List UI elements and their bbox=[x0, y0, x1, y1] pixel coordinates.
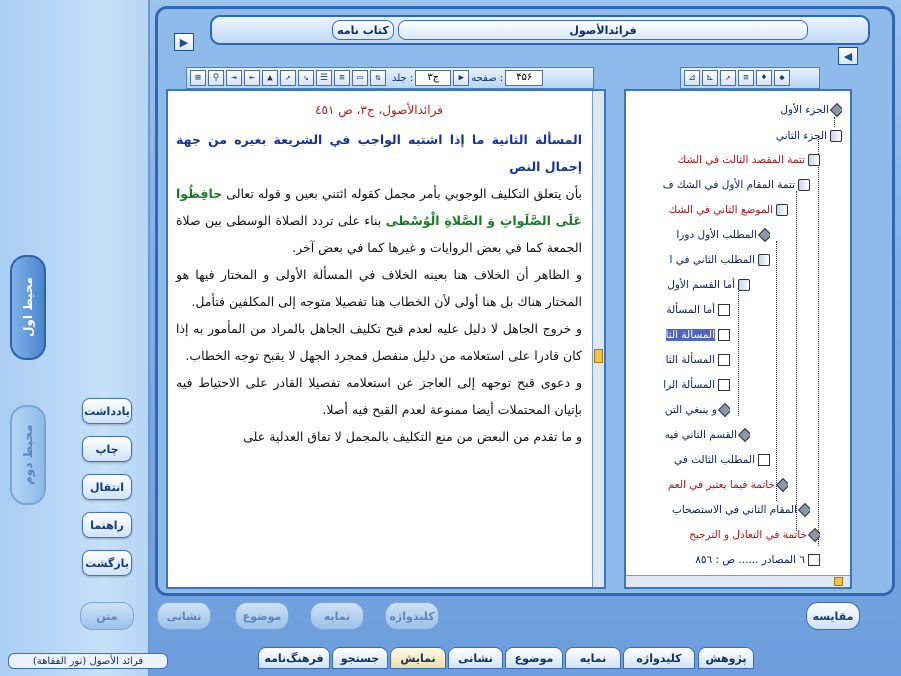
tree-item-2[interactable] bbox=[625, 151, 820, 169]
tree-btn-1-icon[interactable]: ⊿ bbox=[684, 70, 700, 86]
tree-item-14[interactable] bbox=[625, 451, 770, 469]
print-button[interactable]: چاپ bbox=[82, 436, 132, 462]
tree-toolbar bbox=[680, 67, 820, 89]
tree-item-1[interactable] bbox=[776, 127, 842, 145]
tree-btn-3-icon[interactable]: ↗ bbox=[720, 70, 736, 86]
tree-item-label: خاتمة فيما يعتبر في العم bbox=[667, 479, 775, 491]
para1-end: بناء على تردد الصلاة الوسطى بين صلاة الجمعة كما في بعض الروايات و غيرها كما في بعض آخر. bbox=[176, 213, 582, 255]
goto-icon[interactable]: ▶ bbox=[453, 70, 469, 86]
diamond-icon bbox=[830, 103, 842, 117]
tree-item-9[interactable] bbox=[625, 326, 730, 344]
paragraph-3: و خروج الجاهل لا دليل عليه لعدم قبح تكليف الجاهل بالمراد من المأمور به إذا كان قادرا على استعلامه من دليل منفصل فمجرد الجهل لا يقبح توجه الخطاب. bbox=[176, 321, 582, 363]
paragraph-5: و ما تقدم من البعض من منع التكليف بالمجمل لا تفاق العدلية على bbox=[243, 429, 582, 444]
tree-guide-line bbox=[738, 286, 739, 416]
tree-btn-4-icon[interactable]: ≡ bbox=[738, 70, 754, 86]
index-button[interactable]: نمایه bbox=[310, 602, 364, 630]
tree-item-label: المسألة الثا bbox=[665, 354, 715, 366]
diamond-icon bbox=[808, 528, 820, 542]
tree-item-label: أما القسم الأول bbox=[667, 279, 735, 291]
transfer-button[interactable]: انتقال bbox=[82, 474, 132, 500]
expand-arrow-icon[interactable]: ▶ bbox=[174, 33, 194, 51]
tree-btn-2-icon[interactable]: ⊾ bbox=[702, 70, 718, 86]
page-icon bbox=[718, 329, 730, 341]
book-icon bbox=[758, 254, 770, 266]
find-icon[interactable]: ⚲ bbox=[208, 70, 224, 86]
paragraph-1 bbox=[176, 180, 582, 261]
tree-item-4[interactable] bbox=[625, 201, 788, 219]
text-button[interactable]: متن bbox=[80, 602, 134, 630]
tree-item-label: المطلب الأول دورا bbox=[676, 229, 757, 241]
page-icon bbox=[758, 454, 770, 466]
main-frame bbox=[155, 6, 895, 596]
toolbar-btn-5-icon[interactable]: ▲ bbox=[262, 70, 278, 86]
reader-panel bbox=[166, 89, 606, 589]
book-title: فرائدالأصول bbox=[398, 20, 808, 40]
toolbar-btn-7-icon[interactable]: ↘ bbox=[298, 70, 314, 86]
guide-button[interactable]: راهنما bbox=[82, 512, 132, 538]
book-id-button[interactable]: کتاب نامه bbox=[332, 20, 394, 40]
page-field[interactable]: ۴۵۶ bbox=[505, 70, 543, 86]
volume-field[interactable]: ج۳ bbox=[415, 70, 451, 86]
tree-guide-line bbox=[796, 191, 797, 531]
book-icon bbox=[808, 154, 820, 166]
paragraph-2: و الظاهر أن الخلاف هنا بعينه الخلاف في المسألة الأولى و المختار فيها هو المختار هناك بل هنا أولى لأن الخطاب هنا تفصيلا متوجه إلى المكلفين فتأمل. bbox=[176, 267, 582, 309]
title-bar bbox=[210, 15, 870, 45]
tree-item-10[interactable] bbox=[625, 351, 730, 369]
diamond-icon bbox=[738, 428, 750, 442]
tree-item-label: المسألة الثا bbox=[665, 329, 715, 341]
tree-guide-line bbox=[818, 136, 819, 546]
tree-guide-line bbox=[776, 241, 777, 501]
compare-button[interactable]: مقايسه bbox=[806, 602, 860, 630]
tree-item-6[interactable] bbox=[625, 251, 770, 269]
tree-item-0[interactable] bbox=[780, 101, 842, 119]
paragraph-4: و دعوى قبح توجهه إلى العاجز عن استعلامه تفصيلا القادر على الاحتياط فيه بإتيان المحتملات أيضا ممنوعة لعدم القبح فيه أصلا. bbox=[176, 375, 582, 417]
tab-environment-1[interactable]: محیط اول bbox=[10, 255, 46, 360]
page-icon bbox=[718, 354, 730, 366]
tab-environment-2[interactable]: محیط دوم bbox=[10, 405, 46, 505]
topic-button[interactable]: موضوع bbox=[235, 602, 289, 630]
quran-verse: حافِظُوا عَلَى الصَّلَواتِ وَ الصَّلاةِ الْوُسْطى‏ bbox=[176, 186, 582, 228]
tree-item-5[interactable] bbox=[625, 226, 770, 244]
tab-index[interactable]: نمایه bbox=[565, 647, 621, 669]
toolbar-btn-4-icon[interactable]: ⇤ bbox=[244, 70, 260, 86]
tree-scrollbar-horizontal[interactable] bbox=[626, 575, 850, 587]
tab-keyword[interactable]: کلیدواژه bbox=[623, 647, 695, 669]
toolbar-btn-11-icon[interactable]: ⇅ bbox=[370, 70, 386, 86]
notes-button[interactable]: یادداشت bbox=[82, 398, 132, 424]
tree-item-7[interactable] bbox=[625, 276, 750, 294]
book-icon bbox=[738, 279, 750, 291]
volume-label: جلد : bbox=[392, 72, 414, 84]
reader-text bbox=[168, 91, 592, 587]
collapse-arrow-icon[interactable]: ◀ bbox=[838, 47, 858, 65]
tree-btn-5-icon[interactable]: ♦ bbox=[756, 70, 772, 86]
reader-scrollbar[interactable] bbox=[592, 91, 604, 587]
tree-item-label: تتمة المقصد الثالث في الشك bbox=[677, 154, 805, 166]
tree-item-label: أما المسألة bbox=[666, 304, 715, 316]
tab-display[interactable]: نمایش bbox=[390, 647, 446, 669]
tab-dictionary[interactable]: فرهنگ‌نامه bbox=[258, 647, 330, 669]
tree-item-label: الموضع الثاني في الشك bbox=[668, 204, 773, 216]
status-book-name: فرائد الأصول (نور الفقاهة) bbox=[8, 653, 168, 669]
reader-toolbar bbox=[186, 67, 594, 89]
tree-item-label: و ينبغي التن bbox=[664, 404, 717, 416]
tree-item-label: الجزء الأول bbox=[780, 104, 829, 116]
address-button[interactable]: نشانی bbox=[157, 602, 211, 630]
tree-item-13[interactable] bbox=[625, 426, 750, 444]
toolbar-btn-10-icon[interactable]: ▭ bbox=[352, 70, 368, 86]
tree-item-3[interactable] bbox=[625, 176, 810, 194]
tree-item-label: المقام الثاني في الاستصحاب bbox=[672, 504, 797, 516]
diamond-icon bbox=[776, 478, 788, 492]
tab-search[interactable]: جستجو bbox=[332, 647, 388, 669]
page-label: صفحه : bbox=[471, 72, 504, 84]
tree-item-label: المسألة الرا bbox=[663, 379, 715, 391]
tree-item-label: خاتمة في التعادل و الترجيح bbox=[689, 529, 807, 541]
tree-item-18[interactable] bbox=[625, 551, 820, 569]
diamond-icon bbox=[758, 228, 770, 242]
left-rail bbox=[0, 0, 150, 676]
page-icon bbox=[718, 379, 730, 391]
back-button[interactable]: بازگشت bbox=[82, 550, 132, 576]
tree-item-16[interactable] bbox=[625, 501, 810, 519]
tree-scroll-thumb[interactable] bbox=[834, 577, 843, 586]
book-icon bbox=[830, 130, 842, 142]
tab-research[interactable]: پژوهش bbox=[698, 647, 754, 669]
tree-item-label: المطلب الثاني في ا bbox=[669, 254, 755, 266]
section-heading: المسألة الثانية ما إذا اشتبه الواجب في الشريعة بغيره من جهة إجمال النص bbox=[176, 132, 582, 174]
tree-item-label: المطلب الثالث في bbox=[673, 454, 755, 466]
book-icon bbox=[776, 204, 788, 216]
tree-item-11[interactable] bbox=[625, 376, 730, 394]
tree-item-label: ٦ المصادر ...... ص : ٨٥٦ bbox=[695, 554, 805, 566]
tree-item-12[interactable] bbox=[625, 401, 730, 419]
toolbar-btn-8-icon[interactable]: ☰ bbox=[316, 70, 332, 86]
toolbar-btn-3-icon[interactable]: ⇥ bbox=[226, 70, 242, 86]
diamond-icon bbox=[718, 403, 730, 417]
toolbar-btn-9-icon[interactable]: ≡ bbox=[334, 70, 350, 86]
tree-item-label: تتمة المقام الأول في الشك ف bbox=[662, 179, 795, 191]
tree-item-17[interactable] bbox=[625, 526, 820, 544]
diamond-icon bbox=[798, 503, 810, 517]
tree-panel bbox=[624, 89, 852, 589]
tab-topic[interactable]: موضوع bbox=[505, 647, 563, 669]
tree-item-8[interactable] bbox=[625, 301, 730, 319]
tab-address[interactable]: نشانی bbox=[448, 647, 503, 669]
tree-item-label: الجزء الثاني bbox=[775, 130, 827, 142]
toolbar-btn-1-icon[interactable]: ⊞ bbox=[190, 70, 206, 86]
tree-item-label: القسم الثاني فيه bbox=[664, 429, 737, 441]
page-icon bbox=[808, 554, 820, 566]
toolbar-btn-6-icon[interactable]: ↗ bbox=[280, 70, 296, 86]
book-icon bbox=[798, 179, 810, 191]
keyword-button[interactable]: کلیدواژه bbox=[385, 602, 439, 630]
reader-scroll-thumb[interactable] bbox=[594, 349, 603, 363]
para1-start: بأن يتعلق التكليف الوجوبي بأمر مجمل كقوله ائتني بعين و قوله تعالى bbox=[222, 186, 582, 201]
page-icon bbox=[718, 304, 730, 316]
page-reference: فرائدالأصول، ج‏٣، ص ٤٥١ bbox=[315, 103, 443, 117]
tree-btn-6-icon[interactable]: ◆ bbox=[774, 70, 790, 86]
tree-item-15[interactable] bbox=[625, 476, 788, 494]
